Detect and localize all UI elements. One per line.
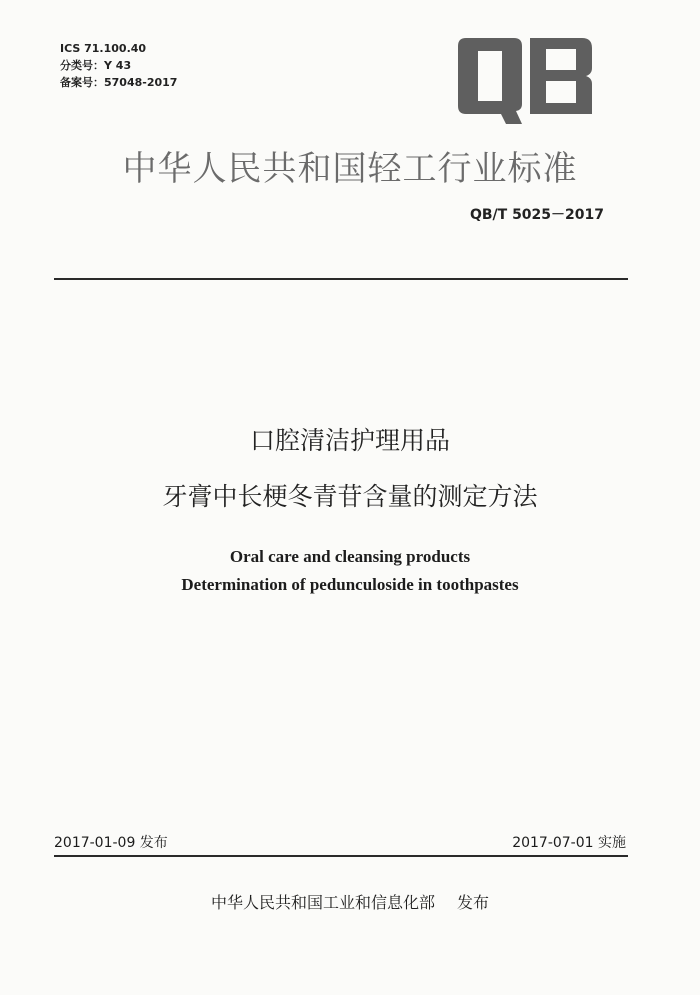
title-cn-line2: 牙膏中长梗冬青苷含量的测定方法 (162, 482, 538, 511)
title-cn-line1: 口腔清洁护理用品 (249, 426, 450, 455)
title-en-line2: Determination of pedunculoside in toothpastes (181, 575, 519, 594)
title-en-line1: Oral care and cleansing products (229, 547, 471, 566)
issuer-line (0, 890, 700, 913)
metadata-block (60, 40, 177, 91)
standard-code: QB/T 5025－2017 (469, 207, 604, 223)
qb-logo-mark (458, 38, 592, 124)
ics-number: ICS 71.100.40 (60, 42, 147, 55)
record-number: 备案号：57048-2017 (60, 76, 178, 89)
issuer-name: 中华人民共和国工业和信息化部 (210, 893, 435, 912)
qb-logo (458, 38, 594, 124)
issue-date: 2017-01-09 发布 (54, 835, 168, 851)
issuer-action: 发布 (457, 893, 490, 912)
standard-name: 中华人民共和国轻工行业标准 (122, 149, 578, 189)
footer-divider (54, 855, 628, 857)
implementation-date: 2017-07-01 实施 (512, 835, 626, 851)
header-divider (54, 278, 628, 280)
category-number: 分类号：Y 43 (60, 59, 132, 72)
